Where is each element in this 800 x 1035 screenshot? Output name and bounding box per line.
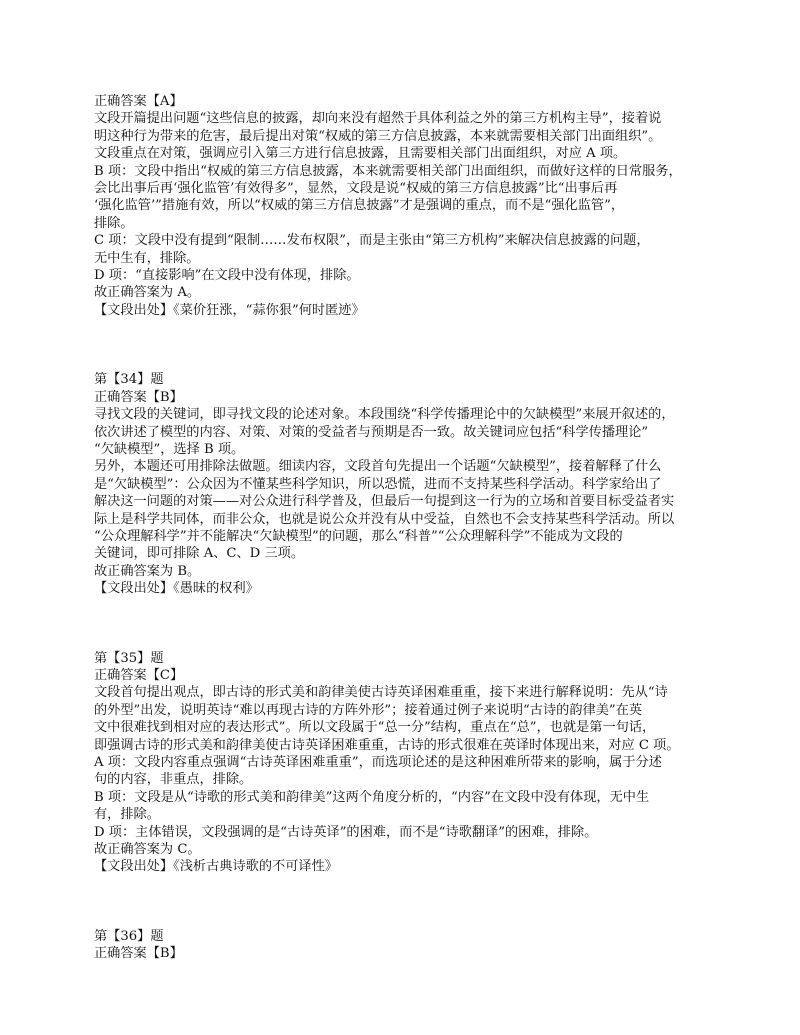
- question-number: 第【36】题: [94, 928, 164, 944]
- explanation-line: 文段首句提出观点，即古诗的形式美和韵律美使古诗英译困难重重，接下来进行解释说明：先从“诗: [94, 685, 668, 701]
- question-section: [94, 371, 734, 597]
- explanation-line: D 项：主体错误，文段强调的是“古诗英译”的困难，而不是“诗歌翻译”的困难，排除。: [94, 824, 598, 840]
- explanation-line: 寻找文段的关键词，即寻找文段的论述对象。本段围绕“科学传播理论中的欠缺模型”来展开叙述的，: [94, 407, 675, 423]
- explanation-line: 排除。: [94, 215, 134, 231]
- explanation-line: 故正确答案为 A。: [94, 285, 201, 301]
- explanation-line: 文中很难找到相对应的表达形式”。所以文段属于“总一分”结构，重点在“总”，也就是第一句话，: [94, 720, 656, 736]
- explanation-line: 的外型”出发，说明英诗“难以再现古诗的方阵外形”；接着通过例子来说明“古诗的韵律美”在英: [94, 702, 643, 718]
- correct-answer: 正确答案【B】: [94, 946, 183, 962]
- question-section: [94, 928, 734, 963]
- explanation-line: A 项：文段内容重点强调“古诗英译困难重重”，而选项论述的是这种困难所带来的影响，属于分述: [94, 755, 662, 770]
- explanation-line: 际上是科学共同体，而非公众，也就是说公众并没有从中受益，自然也不会支持某些科学活动。所以: [94, 511, 675, 527]
- explanation-line: B 项：文段中指出“权威的第三方信息披露，本来就需要相关部门出面组织，而做好这样的日常服务，: [94, 163, 682, 179]
- correct-answer: 正确答案【B】: [94, 389, 183, 405]
- passage-source: 【文段出处】《浅析古典诗歌的不可译性》: [94, 859, 338, 875]
- explanation-line: 即强调古诗的形式美和韵律美使古诗英译困难重重，古诗的形式很难在英译时体现出来，对应 C 项。: [94, 737, 680, 753]
- explanation-line: D 项：“直接影响”在文段中没有体现，排除。: [94, 268, 360, 284]
- explanation-line: 文段开篇提出问题“这些信息的披露，却向来没有超然于具体利益之外的第三方机构主导”，接着说: [94, 111, 662, 127]
- explanation-line: “公众理解科学”并不能解决“欠缺模型”的问题，那么“科普”“公众理解科学”不能成为文段的: [94, 528, 623, 544]
- explanation-line: 解决这一问题的对策——对公众进行科学普及，但最后一句提到这一行为的立场和首要目标受益者实: [94, 494, 675, 510]
- explanation-line: 故正确答案为 B。: [94, 563, 201, 579]
- explanation-line: B 项：文段是从“诗歌的形式美和韵律美”这两个角度分析的，“内容”在文段中没有体现，无中生: [94, 789, 650, 805]
- explanation-line: 文段重点在对策，强调应引入第三方进行信息披露，且需要相关部门出面组织，对应 A 项。: [94, 146, 627, 162]
- explanation-line: 明这种行为带来的危害，最后提出对策“权威的第三方信息披露，本来就需要相关部门出面组织”。: [94, 128, 662, 144]
- correct-answer: 正确答案【A】: [94, 94, 183, 109]
- explanation-line: “欠缺模型”，选择 B 项。: [94, 441, 245, 457]
- explanation-line: 有，排除。: [94, 807, 160, 823]
- explanation-line: C 项：文段中没有提到“限制……发布权限”，而是主张由“第三方机构”来解决信息披露的问题，: [94, 233, 650, 249]
- question-section: [94, 650, 734, 876]
- passage-source: 【文段出处】《菜价狂涨，“蒜你狠”何时匿迹》: [94, 302, 365, 318]
- section-gap: [94, 319, 734, 371]
- explanation-line: 无中生有，排除。: [94, 250, 200, 266]
- explanation-line: ‘强化监管’”措施有效，所以“权威的第三方信息披露”才是强调的重点，而不是“强化监管”，: [94, 198, 625, 214]
- explanation-line: 依次讲述了模型的内容、对策、对策的受益者与预期是否一致。故关键词应包括“科学传播理论”: [94, 424, 649, 440]
- answer-explanations: [94, 93, 734, 963]
- question-number: 第【34】题: [94, 372, 164, 388]
- section-gap: [94, 598, 734, 650]
- explanation-line: 是“欠缺模型”：公众因为不懂某些科学知识，所以恐慌，进而不支持某些科学活动。科学家给出了: [94, 476, 662, 492]
- question-number: 第【35】题: [94, 650, 164, 666]
- correct-answer: 正确答案【C】: [94, 667, 184, 683]
- passage-source: 【文段出处】《愚昧的权利》: [94, 581, 259, 597]
- explanation-line: 故正确答案为 C。: [94, 842, 201, 858]
- explanation-line: 关键词，即可排除 A、C、D 三项。: [94, 546, 305, 562]
- explanation-line: 句的内容，非重点，排除。: [94, 772, 253, 788]
- section-gap: [94, 876, 734, 928]
- explanation-line: 会比出事后再‘强化监管’有效得多”，显然，文段是说“权威的第三方信息披露”比“出事后再: [94, 181, 618, 197]
- question-section: [94, 93, 734, 319]
- explanation-line: 另外，本题还可用排除法做题。细读内容，文段首句先提出一个话题“欠缺模型”，接着解释了什么: [94, 459, 662, 475]
